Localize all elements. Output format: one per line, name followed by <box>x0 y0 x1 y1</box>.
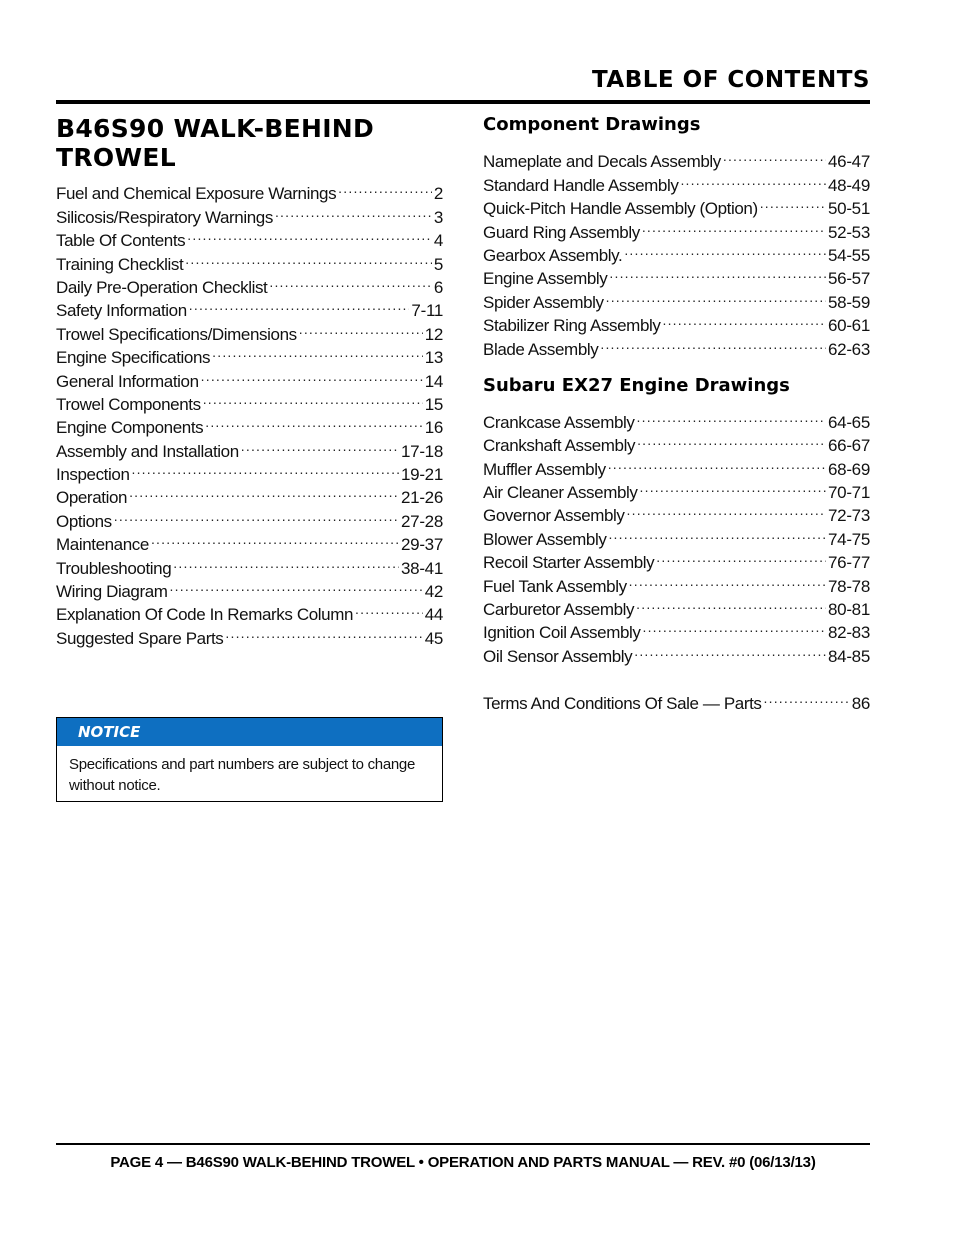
toc-dot-leader <box>203 387 423 410</box>
toc-entry-label: Oil Sensor Assembly <box>483 646 633 666</box>
toc-entry-label: Table Of Contents <box>56 231 186 251</box>
toc-entry-label: Inspection <box>56 465 130 485</box>
toc-entry-page: 84-85 <box>828 646 870 666</box>
toc-entry-page: 86 <box>851 694 870 714</box>
toc-entry-label: Training Checklist <box>56 254 184 274</box>
toc-entry-terms[interactable] <box>483 686 870 714</box>
toc-dot-leader <box>299 316 423 339</box>
toc-list-general <box>56 176 443 648</box>
toc-entry-page: 2 <box>433 184 443 204</box>
toc-dot-leader <box>151 527 399 550</box>
toc-entry-page: 56-57 <box>828 269 870 289</box>
toc-entry-label: Quick-Pitch Handle Assembly (Option) <box>483 199 758 219</box>
toc-entry-page: 14 <box>424 371 443 391</box>
toc-entry-page: 17-18 <box>401 441 443 461</box>
toc-entry-label: Crankshaft Assembly <box>483 436 636 456</box>
section-title-engine-drawings: Subaru EX27 Engine Drawings <box>483 374 790 396</box>
toc-entry-page: 50-51 <box>828 199 870 219</box>
page-title: TABLE OF CONTENTS <box>592 67 870 93</box>
toc-entry-page: 21-26 <box>401 488 443 508</box>
toc-dot-leader <box>189 293 410 316</box>
footer-divider <box>56 1143 870 1145</box>
toc-entry-label: Silicosis/Respiratory Warnings <box>56 207 273 227</box>
toc-dot-leader <box>338 176 432 199</box>
toc-entry-page: 70-71 <box>828 483 870 503</box>
page-header <box>56 64 870 100</box>
toc-entry-page: 62-63 <box>828 339 870 359</box>
toc-dot-leader <box>637 428 826 451</box>
toc-entry-label: Options <box>56 511 112 531</box>
toc-entry-label: Wiring Diagram <box>56 582 168 602</box>
toc-dot-leader <box>241 433 399 456</box>
toc-list-engine-drawings <box>483 405 870 666</box>
toc-entry[interactable] <box>483 144 870 172</box>
toc-entry-label: Engine Assembly <box>483 269 608 289</box>
notice-box <box>56 717 443 802</box>
toc-entry-page: 54-55 <box>828 245 870 265</box>
toc-entry-label: Governor Assembly <box>483 506 625 526</box>
toc-dot-leader <box>636 592 826 615</box>
toc-entry-page: 7-11 <box>411 301 443 321</box>
toc-entry-page: 72-73 <box>828 506 870 526</box>
toc-entry-page: 29-37 <box>401 535 443 555</box>
toc-entry-page: 78-78 <box>828 576 870 596</box>
manual-title: B46S90 WALK-BEHIND TROWEL <box>56 114 375 172</box>
toc-dot-leader <box>624 238 826 261</box>
toc-entry-label: Guard Ring Assembly <box>483 222 640 242</box>
toc-entry-page: 46-47 <box>828 152 870 172</box>
toc-entry-label: Blower Assembly <box>483 529 607 549</box>
toc-entry-label: Assembly and Installation <box>56 441 239 461</box>
toc-dot-leader <box>634 638 826 661</box>
toc-entry-page: 4 <box>433 231 443 251</box>
toc-entry[interactable] <box>56 527 443 555</box>
toc-dot-leader <box>205 410 422 433</box>
toc-entry-page: 68-69 <box>828 459 870 479</box>
toc-entry[interactable] <box>56 503 443 531</box>
toc-dot-leader <box>225 620 422 643</box>
toc-entry-label: Trowel Specifications/Dimensions <box>56 324 297 344</box>
toc-entry-label: General Information <box>56 371 199 391</box>
toc-entry-label: Operation <box>56 488 128 508</box>
toc-entry-label: Suggested Spare Parts <box>56 628 224 648</box>
toc-entry-label: Ignition Coil Assembly <box>483 623 641 643</box>
toc-dot-leader <box>201 363 423 386</box>
toc-entry-label: Standard Handle Assembly <box>483 175 679 195</box>
toc-dot-leader <box>642 214 826 237</box>
toc-entry-page: 12 <box>424 324 443 344</box>
toc-list-component-drawings <box>483 144 870 359</box>
toc-dot-leader <box>187 223 432 246</box>
toc-dot-leader <box>637 405 826 428</box>
toc-list-terms <box>483 686 870 714</box>
toc-entry-label: Maintenance <box>56 535 149 555</box>
toc-entry-page: 45 <box>424 628 443 648</box>
toc-entry-label: Engine Specifications <box>56 348 211 368</box>
toc-entry-label: Stabilizer Ring Assembly <box>483 316 661 336</box>
page-footer: PAGE 4 — B46S90 WALK-BEHIND TROWEL • OPERATION AND PARTS MANUAL — REV. #0 (06/13/13) <box>110 1154 816 1171</box>
toc-entry-label: Gearbox Assembly. <box>483 245 623 265</box>
toc-dot-leader <box>114 503 399 526</box>
toc-entry-page: 60-61 <box>828 316 870 336</box>
toc-entry-page: 42 <box>424 582 443 602</box>
toc-entry-label: Nameplate and Decals Assembly <box>483 152 721 172</box>
toc-dot-leader <box>760 191 826 214</box>
toc-entry-label: Recoil Starter Assembly <box>483 553 655 573</box>
toc-entry-label: Crankcase Assembly <box>483 412 635 432</box>
toc-dot-leader <box>173 550 399 573</box>
toc-entry-page: 58-59 <box>828 292 870 312</box>
notice-heading: NOTICE <box>57 718 442 746</box>
toc-entry-label: Muffler Assembly <box>483 459 606 479</box>
toc-entry-label: Spider Assembly <box>483 292 604 312</box>
toc-entry-page: 44 <box>424 605 443 625</box>
toc-entry[interactable] <box>483 405 870 432</box>
toc-entry-page: 64-65 <box>828 412 870 432</box>
toc-entry-page: 74-75 <box>828 529 870 549</box>
toc-entry-label: Terms And Conditions Of Sale — Parts <box>483 694 762 714</box>
toc-entry-page: 6 <box>433 277 443 297</box>
toc-entry-label: Blade Assembly <box>483 339 599 359</box>
right-column <box>483 112 870 714</box>
toc-dot-leader <box>212 340 423 363</box>
toc-dot-leader <box>129 480 399 503</box>
toc-dot-leader <box>680 167 826 190</box>
toc-entry-page: 15 <box>424 394 443 414</box>
toc-entry-label: Troubleshooting <box>56 558 172 578</box>
toc-entry-page: 5 <box>433 254 443 274</box>
toc-entry-page: 82-83 <box>828 623 870 643</box>
toc-entry[interactable] <box>56 176 443 204</box>
toc-dot-leader <box>606 284 826 307</box>
toc-dot-leader <box>662 308 826 331</box>
toc-entry-page: 52-53 <box>828 222 870 242</box>
toc-dot-leader <box>656 545 826 568</box>
toc-dot-leader <box>640 475 827 498</box>
toc-entry-page: 27-28 <box>401 511 443 531</box>
toc-entry-label: Trowel Components <box>56 394 201 414</box>
toc-dot-leader <box>275 199 432 222</box>
toc-entry-page: 19-21 <box>401 465 443 485</box>
toc-dot-leader <box>764 686 850 709</box>
toc-dot-leader <box>627 498 826 521</box>
toc-entry-page: 80-81 <box>828 600 870 620</box>
notice-text: Specifications and part numbers are subject to change without notice. <box>69 756 415 794</box>
toc-dot-leader <box>600 331 826 354</box>
section-title-component-drawings: Component Drawings <box>483 114 701 135</box>
toc-entry-label: Fuel Tank Assembly <box>483 576 627 596</box>
toc-dot-leader <box>608 521 826 544</box>
toc-dot-leader <box>629 568 826 591</box>
toc-dot-leader <box>609 261 826 284</box>
toc-entry-label: Safety Information <box>56 301 187 321</box>
toc-entry-page: 66-67 <box>828 436 870 456</box>
toc-entry-page: 3 <box>433 207 443 227</box>
toc-dot-leader <box>132 457 400 480</box>
toc-dot-leader <box>723 144 826 167</box>
toc-entry-page: 16 <box>424 418 443 438</box>
toc-dot-leader <box>608 451 826 474</box>
toc-dot-leader <box>643 615 827 638</box>
toc-entry-page: 76-77 <box>828 553 870 573</box>
toc-entry-label: Explanation Of Code In Remarks Column <box>56 605 354 625</box>
left-column <box>56 112 443 648</box>
toc-entry-label: Fuel and Chemical Exposure Warnings <box>56 184 337 204</box>
toc-entry-label: Engine Components <box>56 418 204 438</box>
toc-dot-leader <box>185 246 432 269</box>
header-divider <box>56 100 870 104</box>
toc-entry-label: Daily Pre-Operation Checklist <box>56 277 268 297</box>
toc-entry-page: 13 <box>424 348 443 368</box>
toc-entry-page: 48-49 <box>828 175 870 195</box>
toc-entry-label: Carburetor Assembly <box>483 600 635 620</box>
toc-dot-leader <box>355 597 423 620</box>
toc-entry-page: 38-41 <box>401 558 443 578</box>
toc-entry-label: Air Cleaner Assembly <box>483 483 638 503</box>
toc-dot-leader <box>170 574 423 597</box>
toc-dot-leader <box>269 270 431 293</box>
